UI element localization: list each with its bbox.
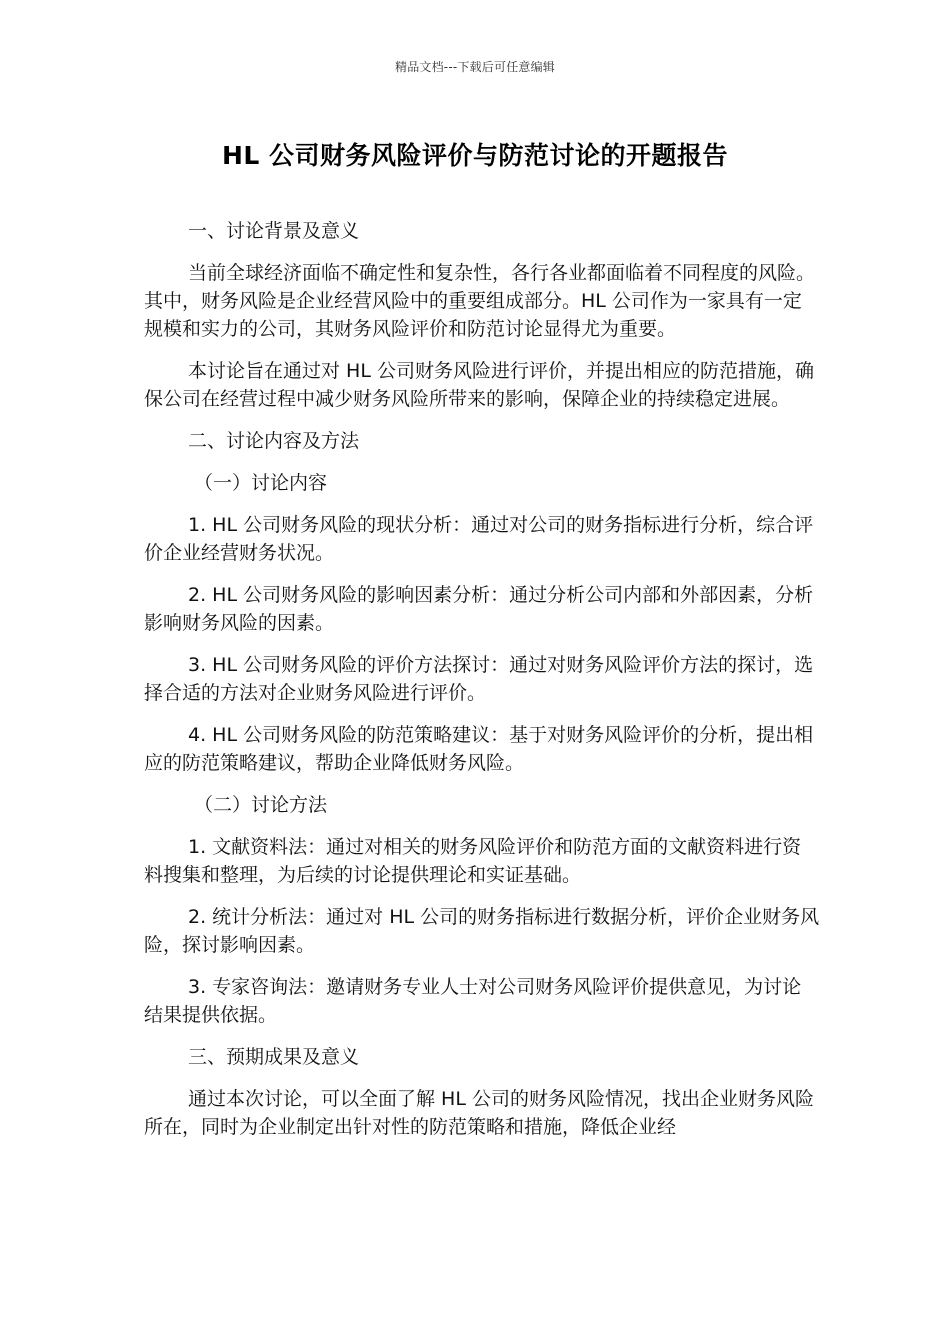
- content-item-4: 4. HL 公司财务风险的防范策略建议：基于对财务风险评价的分析，提出相应的防范策略建议，帮助企业降低财务风险。: [144, 724, 814, 774]
- paragraph-background-1: 当前全球经济面临不确定性和复杂性，各行各业都面临着不同程度的风险。其中，财务风险是企业经营风险中的重要组成部分。HL 公司作为一家具有一定规模和实力的公司，其财务风险评价和防范讨论显得尤为重要。: [144, 262, 816, 340]
- subheading-method: （二）讨论方法: [194, 794, 328, 816]
- paragraph-expected-results-1: 通过本次讨论，可以全面了解 HL 公司的财务风险情况，找出企业财务风险所在，同时为企业制定出针对性的防范策略和措施，降低企业经: [144, 1088, 814, 1138]
- content-item-1: 1. HL 公司财务风险的现状分析：通过对公司的财务指标进行分析，综合评价企业经营财务状况。: [144, 514, 814, 564]
- method-item-1: 1. 文献资料法：通过对相关的财务风险评价和防范方面的文献资料进行资料搜集和整理，为后续的讨论提供理论和实证基础。: [144, 836, 802, 886]
- header-note: 精品文档---下载后可任意编辑: [395, 60, 555, 74]
- subheading-content: （一）讨论内容: [194, 472, 328, 494]
- document-body: [144, 217, 820, 1141]
- content-item-2: 2. HL 公司财务风险的影响因素分析：通过分析公司内部和外部因素，分析影响财务风险的因素。: [144, 584, 814, 634]
- content-item-3: 3. HL 公司财务风险的评价方法探讨：通过对财务风险评价方法的探讨，选择合适的方法对企业财务风险进行评价。: [144, 654, 814, 704]
- section-heading-content-method: 二、讨论内容及方法: [188, 430, 360, 452]
- section-heading-expected-results: 三、预期成果及意义: [188, 1046, 360, 1068]
- document-title: HL 公司财务风险评价与防范讨论的开题报告: [221, 141, 729, 170]
- section-heading-background: 一、讨论背景及意义: [188, 220, 360, 242]
- method-item-3: 3. 专家咨询法：邀请财务专业人士对公司财务风险评价提供意见，为讨论结果提供依据。: [144, 976, 802, 1026]
- method-item-2: 2. 统计分析法：通过对 HL 公司的财务指标进行数据分析，评价企业财务风险，探讨影响因素。: [144, 906, 820, 956]
- paragraph-background-2: 本讨论旨在通过对 HL 公司财务风险进行评价，并提出相应的防范措施，确保公司在经营过程中减少财务风险所带来的影响，保障企业的持续稳定进展。: [144, 360, 814, 410]
